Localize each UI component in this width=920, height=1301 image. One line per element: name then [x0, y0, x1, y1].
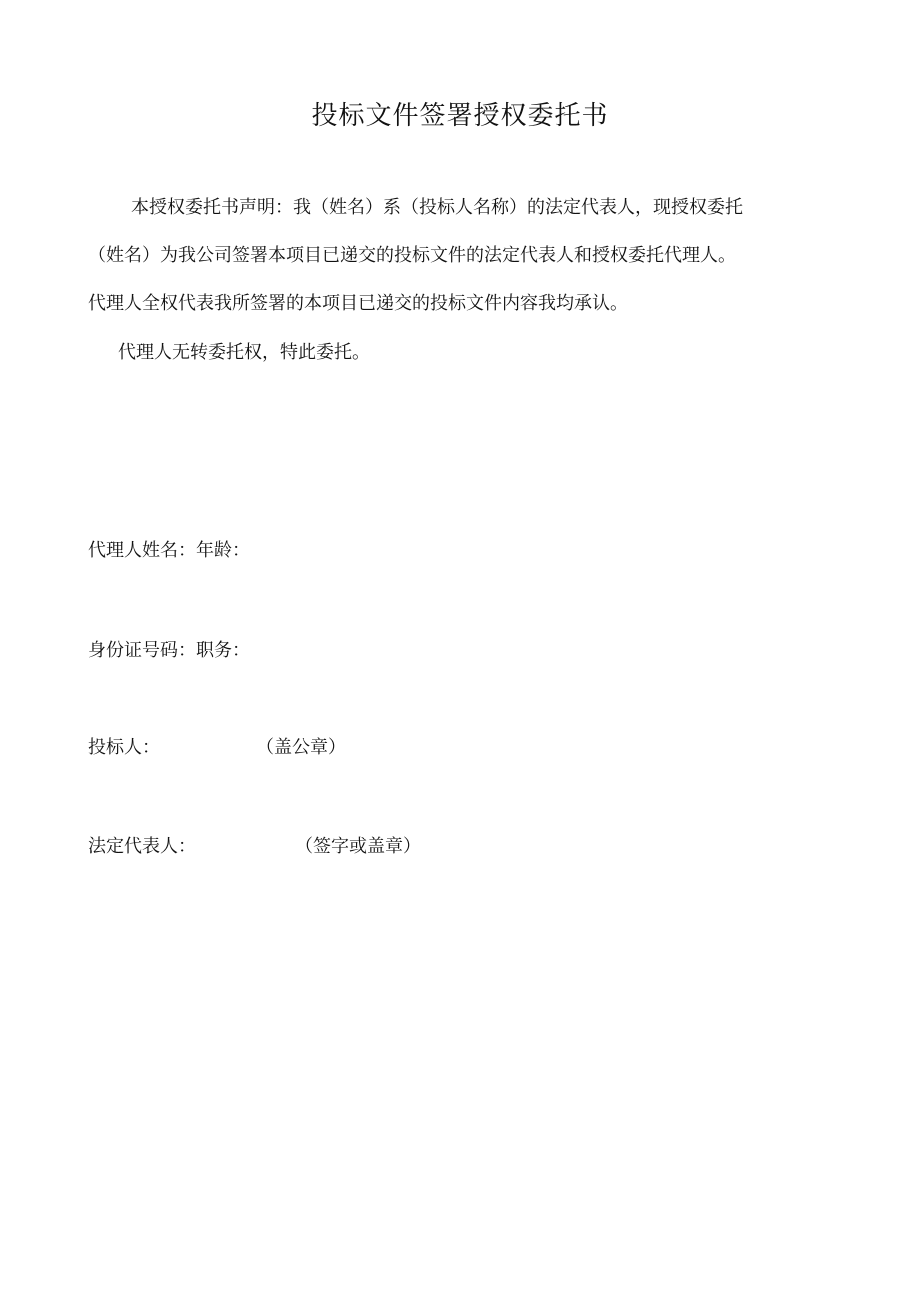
field-bidder-label: 投标人：	[88, 737, 160, 758]
field-legal-rep-label: 法定代表人：	[88, 836, 196, 857]
field-legal-rep-sign-note: （签字或盖章）	[295, 836, 421, 857]
field-id-position: 身份证号码：职务：	[88, 640, 250, 661]
paragraph-declaration-line-2: （姓名）为我公司签署本项目已递交的投标文件的法定代表人和授权委托代理人。	[88, 245, 736, 266]
field-agent-name-age: 代理人姓名：年龄：	[88, 540, 250, 561]
document-title: 投标文件签署授权委托书	[311, 101, 609, 131]
field-bidder-seal-note: （盖公章）	[256, 737, 346, 758]
paragraph-declaration-line-3: 代理人全权代表我所签署的本项目已递交的投标文件内容我均承认。	[88, 293, 628, 314]
paragraph-declaration-line-1: 本授权委托书声明：我（姓名）系（投标人名称）的法定代表人，现授权委托	[131, 197, 743, 218]
paragraph-no-subdelegation: 代理人无转委托权，特此委托。	[118, 342, 370, 363]
